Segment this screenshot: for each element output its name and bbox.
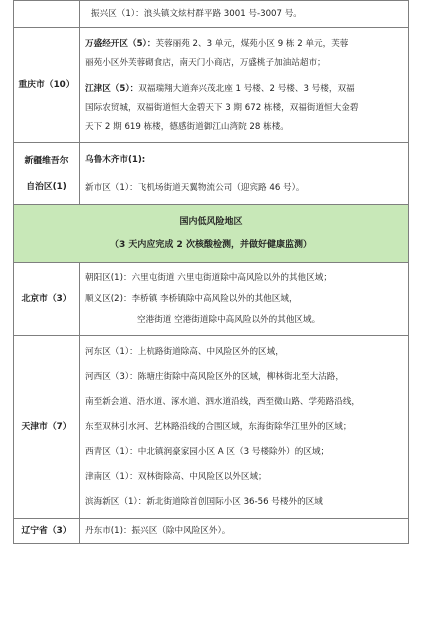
area-line: 丹东市(1)：振兴区（除中风险区外）。 xyxy=(85,526,231,536)
area-cell xyxy=(80,336,409,519)
area-cell xyxy=(80,143,409,205)
province-name: 北京市（3） xyxy=(21,294,72,304)
area-line: 朝阳区(1)：六里屯街道 六里屯街道除中高风险以外的其他区域； xyxy=(85,273,332,283)
area-cell xyxy=(80,1,409,28)
risk-area-table xyxy=(13,0,409,544)
province-cell xyxy=(14,263,80,336)
district-detail: 芙蓉丽苑 2、3 单元，煤苑小区 9 栋 2 单元，芙蓉 xyxy=(155,39,349,49)
area-line xyxy=(85,35,404,54)
province-name: 辽宁省（3） xyxy=(21,526,72,536)
table-row-liaoning xyxy=(14,519,409,544)
province-cell xyxy=(14,519,80,544)
area-line: 天下 2 期 619 栋楼，德感街道御江山湾院 28 栋楼。 xyxy=(85,122,289,132)
table-row-chongqing xyxy=(14,28,409,143)
district-detail: 双福瑞翔大道奔兴茂北座 1 号楼、2 号楼、3 号楼，双福 xyxy=(138,84,355,94)
province-name: 重庆市（10） xyxy=(18,80,75,90)
area-line: 东至双林引水河、艺林路沿线的合围区域，东海街除华江里外的区域； xyxy=(85,422,352,432)
table-row-xinjiang xyxy=(14,143,409,205)
province-name-line2: 自治区(1) xyxy=(26,181,67,192)
area-line: 新市区（1）：飞机场街道天翼物流公司（迎宾路 46 号）。 xyxy=(85,183,305,193)
district-heading: 江津区（5）： xyxy=(85,84,139,94)
province-cell xyxy=(14,336,80,519)
area-line: 空港街道 空港街道除中高风险以外的其他区域。 xyxy=(137,315,321,325)
province-cell xyxy=(14,143,80,205)
risk-area-table-sheet xyxy=(13,0,408,544)
table-row-low-risk-banner xyxy=(14,205,409,263)
banner-subtitle: （3 天内应完成 2 次核酸检测，并做好健康监测） xyxy=(110,240,312,250)
area-line: 滨海新区（1）：新北街道除首创国际小区 36-56 号楼外的区域 xyxy=(85,497,323,507)
province-cell xyxy=(14,28,80,143)
area-line: 河西区（3）：陈塘庄街除中高风险区外的区域，柳林街北至大沽路， xyxy=(85,372,344,382)
low-risk-banner xyxy=(14,205,409,263)
area-cell xyxy=(80,519,409,544)
district-heading: 万盛经开区（5）： xyxy=(85,39,156,49)
area-line: 津南区（1）：双林街除高、中风险区以外区域； xyxy=(85,472,267,482)
area-cell xyxy=(80,28,409,143)
area-line: 振兴区（1）：浪头镇文炫村群平路 3001 号-3007 号。 xyxy=(91,9,302,19)
area-line xyxy=(85,80,404,99)
table-row-beijing xyxy=(14,263,409,336)
city-heading: 乌鲁木齐市(1): xyxy=(85,155,146,165)
area-cell xyxy=(80,263,409,336)
area-line: 西青区（1）：中北镇润豪家园小区 A 区（3 号楼除外）的区域； xyxy=(85,447,330,457)
table-row-continuation xyxy=(14,1,409,28)
area-line: 国际农贸城，双福街道恒大金碧天下 3 期 672 栋楼，双福街道恒大金碧 xyxy=(85,103,359,113)
province-name: 天津市（7） xyxy=(21,422,72,432)
banner-title: 国内低风险地区 xyxy=(179,217,243,227)
area-line: 河东区（1）：上杭路街道除高、中风险区外的区域， xyxy=(85,347,284,357)
area-line: 南至新会道、浯水道、涿水道、泗水道沿线，西至微山路、学苑路沿线， xyxy=(85,397,361,407)
province-cell-empty xyxy=(14,1,80,28)
area-line: 顺义区(2)：李桥镇 李桥镇除中高风险以外的其他区域， xyxy=(85,294,298,304)
area-line: 丽苑小区外芙蓉砌食店，南天门小商店，万盛桃子加油站超市； xyxy=(85,58,326,68)
province-name-line1: 新疆维吾尔 xyxy=(24,155,69,166)
table-row-tianjin xyxy=(14,336,409,519)
